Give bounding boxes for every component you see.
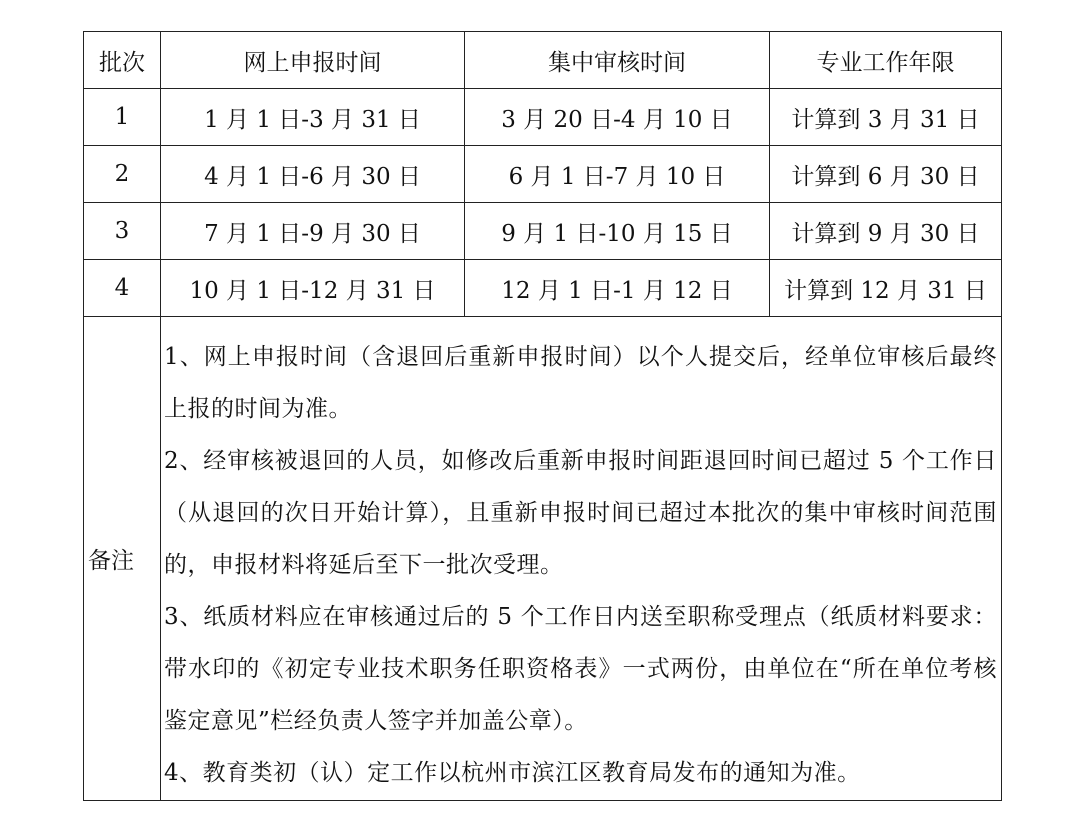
header-review-time: 集中审核时间 [465, 32, 770, 89]
table-row [84, 89, 1002, 146]
cell-online-time: 10 月 1 日-12 月 31 日 [161, 260, 465, 317]
cell-review-time: 12 月 1 日-1 月 12 日 [465, 260, 770, 317]
cell-work-years: 计算到 3 月 31 日 [770, 89, 1002, 146]
cell-work-years: 计算到 9 月 30 日 [770, 203, 1002, 260]
cell-batch: 4 [84, 260, 161, 317]
note-item-2: 2、经审核被退回的人员，如修改后重新申报时间距退回时间已超过 5 个工作日（从退回的次日开始计算），且重新申报时间已超过本批次的集中审核时间范围的，申报材料将延后至下一批次受理。 [164, 448, 997, 578]
notes-body [161, 317, 1002, 801]
header-online-time: 网上申报时间 [161, 32, 465, 89]
cell-online-time: 1 月 1 日-3 月 31 日 [161, 89, 465, 146]
cell-work-years: 计算到 12 月 31 日 [770, 260, 1002, 317]
table-row [84, 203, 1002, 260]
cell-batch: 3 [84, 203, 161, 260]
table-row [84, 146, 1002, 203]
table-row [84, 260, 1002, 317]
cell-batch: 1 [84, 89, 161, 146]
cell-online-time: 7 月 1 日-9 月 30 日 [161, 203, 465, 260]
header-work-years: 专业工作年限 [770, 32, 1002, 89]
cell-review-time: 3 月 20 日-4 月 10 日 [465, 89, 770, 146]
cell-review-time: 6 月 1 日-7 月 10 日 [465, 146, 770, 203]
note-item-1: 1、网上申报时间（含退回后重新申报时间）以个人提交后，经单位审核后最终上报的时间为准。 [164, 344, 997, 422]
notes-row [84, 317, 1002, 801]
table-header-row [84, 32, 1002, 89]
cell-review-time: 9 月 1 日-10 月 15 日 [465, 203, 770, 260]
schedule-table [83, 31, 1002, 801]
note-item-4: 4、教育类初（认）定工作以杭州市滨江区教育局发布的通知为准。 [164, 760, 861, 786]
cell-batch: 2 [84, 146, 161, 203]
note-item-3: 3、纸质材料应在审核通过后的 5 个工作日内送至职称受理点（纸质材料要求：带水印的《初定专业技术职务任职资格表》一式两份，由单位在“所在单位考核鉴定意见”栏经负责人签字并加盖公章）。 [164, 604, 997, 734]
cell-online-time: 4 月 1 日-6 月 30 日 [161, 146, 465, 203]
cell-work-years: 计算到 6 月 30 日 [770, 146, 1002, 203]
notes-label: 备注 [84, 317, 161, 801]
header-batch: 批次 [84, 32, 161, 89]
